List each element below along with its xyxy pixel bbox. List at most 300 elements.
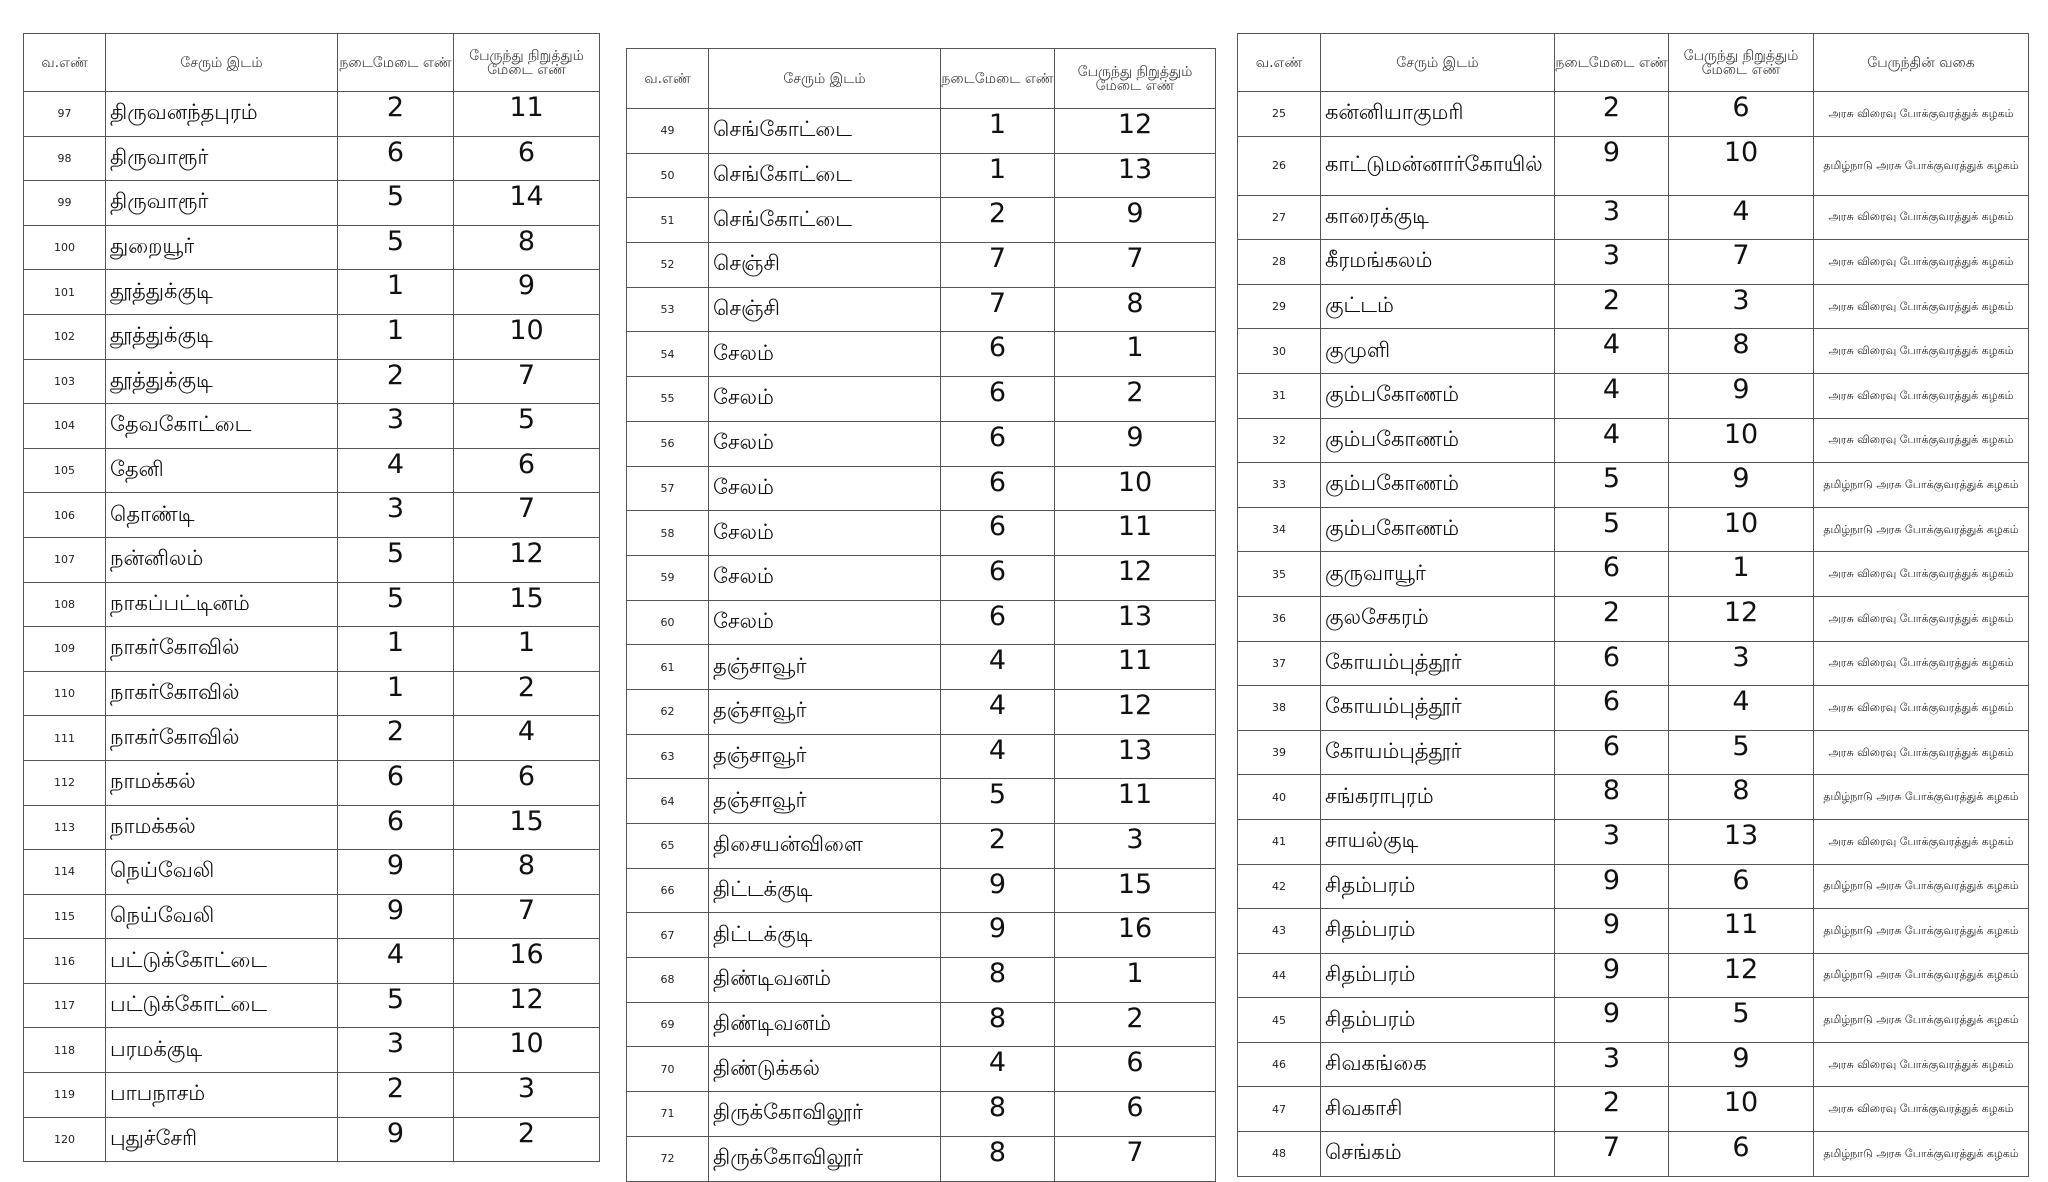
platform-cell: 9 <box>1555 998 1669 1043</box>
destination-cell: சேலம் <box>709 332 941 377</box>
destination-cell: கும்பகோணம் <box>1321 463 1555 508</box>
table-row <box>1238 552 2029 597</box>
platform-cell: 2 <box>941 824 1055 869</box>
platform-cell: 6 <box>941 511 1055 556</box>
destination-cell: சேலம் <box>709 555 941 600</box>
bay-cell: 10 <box>454 314 600 359</box>
bay-cell: 10 <box>454 1028 600 1073</box>
bus-type-cell: அரசு விரைவு போக்குவரத்துக் கழகம் <box>1814 373 2029 418</box>
bus-type-cell: தமிழ்நாடு அரசு போக்குவரத்துக் கழகம் <box>1814 775 2029 820</box>
bay-cell: 7 <box>1055 1136 1216 1181</box>
serial-cell: 42 <box>1238 864 1321 909</box>
destination-cell: தஞ்சாவூர் <box>709 645 941 690</box>
bay-cell: 11 <box>1055 511 1216 556</box>
table-row <box>627 913 1216 958</box>
bay-cell: 12 <box>1669 953 1814 998</box>
destination-cell: செஞ்சி <box>709 287 941 332</box>
bay-cell: 8 <box>454 225 600 270</box>
serial-cell: 56 <box>627 421 709 466</box>
table-row <box>627 824 1216 869</box>
destination-cell: நெய்வேலி <box>106 850 338 895</box>
bay-cell: 2 <box>1055 1002 1216 1047</box>
serial-cell: 108 <box>24 582 106 627</box>
table-row <box>24 92 600 137</box>
bay-cell: 13 <box>1669 819 1814 864</box>
serial-cell: 64 <box>627 779 709 824</box>
bay-cell: 9 <box>1055 198 1216 243</box>
bay-cell: 15 <box>1055 868 1216 913</box>
serial-cell: 50 <box>627 153 709 198</box>
header-destination: சேரும் இடம் <box>709 49 941 109</box>
table-row <box>24 493 600 538</box>
bay-cell: 14 <box>454 181 600 226</box>
destination-cell: குலசேகரம் <box>1321 596 1555 641</box>
bay-cell: 9 <box>1669 373 1814 418</box>
table-body <box>627 109 1216 1182</box>
table-row <box>627 1002 1216 1047</box>
bus-type-cell: அரசு விரைவு போக்குவரத்துக் கழகம் <box>1814 596 2029 641</box>
bay-cell: 13 <box>1055 153 1216 198</box>
platform-cell: 6 <box>1555 641 1669 686</box>
destination-cell: சேலம் <box>709 600 941 645</box>
bay-cell: 10 <box>1669 1087 1814 1132</box>
platform-cell: 3 <box>1555 195 1669 240</box>
destination-cell: திருவாரூர் <box>106 136 338 181</box>
bay-cell: 11 <box>1055 779 1216 824</box>
table-row <box>24 537 600 582</box>
bay-cell: 2 <box>454 1117 600 1162</box>
serial-cell: 110 <box>24 671 106 716</box>
table-row <box>24 805 600 850</box>
bay-cell: 15 <box>454 582 600 627</box>
destination-cell: சிதம்பரம் <box>1321 998 1555 1043</box>
destination-cell: பாபநாசம் <box>106 1073 338 1118</box>
destination-cell: சேலம் <box>709 377 941 422</box>
serial-cell: 57 <box>627 466 709 511</box>
table-row <box>1238 596 2029 641</box>
bus-type-cell: அரசு விரைவு போக்குவரத்துக் கழகம் <box>1814 552 2029 597</box>
serial-cell: 116 <box>24 939 106 984</box>
table-row <box>627 153 1216 198</box>
header-platform: நடைமேடை எண் <box>1555 34 1669 92</box>
serial-cell: 68 <box>627 958 709 1003</box>
platform-cell: 1 <box>941 109 1055 154</box>
platform-cell: 2 <box>338 359 454 404</box>
table-body <box>1238 92 2029 1177</box>
bus-type-cell: தமிழ்நாடு அரசு போக்குவரத்துக் கழகம் <box>1814 463 2029 508</box>
table-row <box>24 716 600 761</box>
serial-cell: 58 <box>627 511 709 556</box>
destination-cell: சேலம் <box>709 511 941 556</box>
table-row <box>1238 864 2029 909</box>
destination-cell: சிதம்பரம் <box>1321 909 1555 954</box>
table-row <box>627 734 1216 779</box>
table-row <box>1238 329 2029 374</box>
bay-cell: 9 <box>1669 1042 1814 1087</box>
table-row <box>1238 136 2029 195</box>
bus-type-cell: தமிழ்நாடு அரசு போக்குவரத்துக் கழகம் <box>1814 998 2029 1043</box>
serial-cell: 52 <box>627 243 709 288</box>
table-row <box>24 1028 600 1073</box>
bay-cell: 9 <box>454 270 600 315</box>
serial-cell: 66 <box>627 868 709 913</box>
header-serial: வ.எண் <box>24 34 106 92</box>
destination-cell: சேலம் <box>709 466 941 511</box>
serial-cell: 43 <box>1238 909 1321 954</box>
table-row <box>24 1117 600 1162</box>
table-row <box>24 270 600 315</box>
bay-cell: 16 <box>454 939 600 984</box>
bay-cell: 9 <box>1055 421 1216 466</box>
serial-cell: 27 <box>1238 195 1321 240</box>
serial-cell: 38 <box>1238 686 1321 731</box>
destination-cell: நாகர்கோவில் <box>106 671 338 716</box>
table-row <box>1238 373 2029 418</box>
header-serial: வ.எண் <box>1238 34 1321 92</box>
platform-cell: 9 <box>1555 909 1669 954</box>
destination-cell: திண்டுக்கல் <box>709 1047 941 1092</box>
platform-cell: 9 <box>1555 953 1669 998</box>
destination-cell: செங்கம் <box>1321 1132 1555 1177</box>
table-row <box>24 1073 600 1118</box>
bay-cell: 11 <box>1669 909 1814 954</box>
platform-cell: 1 <box>338 627 454 672</box>
destination-cell: நாமக்கல் <box>106 760 338 805</box>
bay-cell: 7 <box>454 894 600 939</box>
table-row <box>1238 819 2029 864</box>
serial-cell: 28 <box>1238 240 1321 285</box>
platform-cell: 5 <box>1555 507 1669 552</box>
destination-cell: திட்டக்குடி <box>709 913 941 958</box>
serial-cell: 31 <box>1238 373 1321 418</box>
platform-cell: 8 <box>941 958 1055 1003</box>
serial-cell: 55 <box>627 377 709 422</box>
table-row <box>627 958 1216 1003</box>
table-row <box>24 760 600 805</box>
bay-cell: 2 <box>1055 377 1216 422</box>
bay-cell: 15 <box>454 805 600 850</box>
bay-cell: 3 <box>1669 641 1814 686</box>
bay-cell: 1 <box>454 627 600 672</box>
destination-cell: கோயம்புத்தூர் <box>1321 730 1555 775</box>
destination-cell: தஞ்சாவூர் <box>709 689 941 734</box>
bay-cell: 6 <box>454 760 600 805</box>
serial-cell: 111 <box>24 716 106 761</box>
destination-cell: தஞ்சாவூர் <box>709 734 941 779</box>
destination-cell: செங்கோட்டை <box>709 109 941 154</box>
serial-cell: 29 <box>1238 284 1321 329</box>
platform-cell: 9 <box>338 1117 454 1162</box>
platform-cell: 3 <box>1555 240 1669 285</box>
destination-cell: செங்கோட்டை <box>709 153 941 198</box>
table-row <box>24 582 600 627</box>
header-row <box>24 34 600 92</box>
platform-cell: 9 <box>1555 136 1669 195</box>
bay-cell: 6 <box>1669 92 1814 137</box>
platform-cell: 4 <box>1555 373 1669 418</box>
platform-cell: 2 <box>338 1073 454 1118</box>
header-row <box>627 49 1216 109</box>
table-row <box>627 287 1216 332</box>
serial-cell: 30 <box>1238 329 1321 374</box>
destination-cell: சிவகங்கை <box>1321 1042 1555 1087</box>
platform-cell: 8 <box>941 1092 1055 1137</box>
platform-cell: 5 <box>941 779 1055 824</box>
serial-cell: 37 <box>1238 641 1321 686</box>
destination-cell: சங்கராபுரம் <box>1321 775 1555 820</box>
table-row <box>1238 909 2029 954</box>
table-row <box>24 939 600 984</box>
bay-cell: 10 <box>1669 136 1814 195</box>
destination-cell: நன்னிலம் <box>106 537 338 582</box>
table-row <box>1238 1042 2029 1087</box>
serial-cell: 106 <box>24 493 106 538</box>
header-bay: பேருந்து நிறுத்தும் மேடை எண் <box>1669 34 1814 92</box>
table-row <box>627 109 1216 154</box>
serial-cell: 40 <box>1238 775 1321 820</box>
platform-cell: 1 <box>941 153 1055 198</box>
platform-cell: 6 <box>1555 686 1669 731</box>
serial-cell: 119 <box>24 1073 106 1118</box>
platform-cell: 9 <box>941 913 1055 958</box>
bay-cell: 16 <box>1055 913 1216 958</box>
bay-cell: 12 <box>1055 689 1216 734</box>
destination-cell: திண்டிவனம் <box>709 1002 941 1047</box>
serial-cell: 32 <box>1238 418 1321 463</box>
bay-cell: 2 <box>454 671 600 716</box>
serial-cell: 100 <box>24 225 106 270</box>
table-row <box>24 181 600 226</box>
platform-cell: 6 <box>1555 552 1669 597</box>
serial-cell: 54 <box>627 332 709 377</box>
serial-cell: 114 <box>24 850 106 895</box>
table-row <box>1238 1087 2029 1132</box>
platform-cell: 9 <box>338 850 454 895</box>
table-body <box>24 92 600 1162</box>
bus-type-cell: அரசு விரைவு போக்குவரத்துக் கழகம் <box>1814 686 2029 731</box>
bay-cell: 3 <box>1055 824 1216 869</box>
serial-cell: 61 <box>627 645 709 690</box>
platform-cell: 6 <box>941 555 1055 600</box>
platform-cell: 8 <box>1555 775 1669 820</box>
platform-cell: 6 <box>941 600 1055 645</box>
destination-cell: சாயல்குடி <box>1321 819 1555 864</box>
table-row <box>1238 240 2029 285</box>
serial-cell: 34 <box>1238 507 1321 552</box>
table-row <box>1238 998 2029 1043</box>
destination-cell: குருவாயூர் <box>1321 552 1555 597</box>
destination-cell: சேலம் <box>709 421 941 466</box>
serial-cell: 101 <box>24 270 106 315</box>
destination-cell: கும்பகோணம் <box>1321 373 1555 418</box>
table-row <box>1238 953 2029 998</box>
platform-cell: 7 <box>941 243 1055 288</box>
platform-cell: 9 <box>338 894 454 939</box>
bay-cell: 4 <box>454 716 600 761</box>
platform-cell: 4 <box>338 939 454 984</box>
platform-cell: 5 <box>1555 463 1669 508</box>
serial-cell: 102 <box>24 314 106 359</box>
platform-cell: 5 <box>338 983 454 1028</box>
serial-cell: 35 <box>1238 552 1321 597</box>
bay-cell: 12 <box>1055 109 1216 154</box>
destination-cell: கும்பகோணம் <box>1321 418 1555 463</box>
table-row <box>627 645 1216 690</box>
destination-cell: பட்டுக்கோட்டை <box>106 983 338 1028</box>
serial-cell: 70 <box>627 1047 709 1092</box>
serial-cell: 49 <box>627 109 709 154</box>
bay-cell: 3 <box>1669 284 1814 329</box>
destination-cell: சிதம்பரம் <box>1321 953 1555 998</box>
table-row <box>1238 284 2029 329</box>
destination-cell: புதுச்சேரி <box>106 1117 338 1162</box>
platform-cell: 2 <box>1555 284 1669 329</box>
destination-cell: கோயம்புத்தூர் <box>1321 686 1555 731</box>
platform-cell: 5 <box>338 225 454 270</box>
table-row <box>627 1136 1216 1181</box>
serial-cell: 118 <box>24 1028 106 1073</box>
destination-cell: செஞ்சி <box>709 243 941 288</box>
destination-cell: பரமக்குடி <box>106 1028 338 1073</box>
destination-cell: காரைக்குடி <box>1321 195 1555 240</box>
platform-cell: 3 <box>338 1028 454 1073</box>
serial-cell: 48 <box>1238 1132 1321 1177</box>
bay-cell: 1 <box>1055 958 1216 1003</box>
bus-type-cell: அரசு விரைவு போக்குவரத்துக் கழகம் <box>1814 195 2029 240</box>
bay-cell: 12 <box>1055 555 1216 600</box>
serial-cell: 63 <box>627 734 709 779</box>
destination-cell: காட்டுமன்னார்கோயில் <box>1321 136 1555 195</box>
platform-cell: 6 <box>338 805 454 850</box>
destination-cell: திருக்கோவிலூர் <box>709 1136 941 1181</box>
destination-cell: பட்டுக்கோட்டை <box>106 939 338 984</box>
table-left <box>23 33 600 1162</box>
serial-cell: 104 <box>24 404 106 449</box>
destination-cell: திருவனந்தபுரம் <box>106 92 338 137</box>
serial-cell: 107 <box>24 537 106 582</box>
platform-cell: 4 <box>941 734 1055 779</box>
destination-cell: திருக்கோவிலூர் <box>709 1092 941 1137</box>
platform-cell: 8 <box>941 1136 1055 1181</box>
platform-cell: 4 <box>338 448 454 493</box>
destination-cell: நாகப்பட்டினம் <box>106 582 338 627</box>
bus-type-cell: அரசு விரைவு போக்குவரத்துக் கழகம் <box>1814 1087 2029 1132</box>
platform-cell: 3 <box>338 493 454 538</box>
table-right <box>1237 33 2029 1177</box>
platform-cell: 4 <box>941 1047 1055 1092</box>
table-row <box>627 689 1216 734</box>
table-row <box>627 198 1216 243</box>
bus-type-cell: தமிழ்நாடு அரசு போக்குவரத்துக் கழகம் <box>1814 909 2029 954</box>
destination-cell: செங்கோட்டை <box>709 198 941 243</box>
serial-cell: 41 <box>1238 819 1321 864</box>
platform-cell: 3 <box>1555 1042 1669 1087</box>
bay-cell: 11 <box>1055 645 1216 690</box>
bay-cell: 3 <box>454 1073 600 1118</box>
platform-cell: 2 <box>941 198 1055 243</box>
serial-cell: 26 <box>1238 136 1321 195</box>
destination-cell: சிதம்பரம் <box>1321 864 1555 909</box>
table-row <box>24 983 600 1028</box>
header-bus-type: பேருந்தின் வகை <box>1814 34 2029 92</box>
platform-cell: 8 <box>941 1002 1055 1047</box>
bay-cell: 7 <box>454 493 600 538</box>
bay-cell: 8 <box>1669 775 1814 820</box>
bay-cell: 1 <box>1055 332 1216 377</box>
destination-cell: திசையன்விளை <box>709 824 941 869</box>
table-row <box>1238 641 2029 686</box>
serial-cell: 117 <box>24 983 106 1028</box>
table-row <box>24 894 600 939</box>
table-row <box>1238 195 2029 240</box>
table-row <box>1238 686 2029 731</box>
destination-cell: தஞ்சாவூர் <box>709 779 941 824</box>
serial-cell: 25 <box>1238 92 1321 137</box>
serial-cell: 112 <box>24 760 106 805</box>
table-row <box>24 404 600 449</box>
platform-cell: 6 <box>941 332 1055 377</box>
table-row <box>627 511 1216 556</box>
platform-cell: 3 <box>338 404 454 449</box>
serial-cell: 65 <box>627 824 709 869</box>
destination-cell: நெய்வேலி <box>106 894 338 939</box>
header-destination: சேரும் இடம் <box>106 34 338 92</box>
destination-cell: குட்டம் <box>1321 284 1555 329</box>
serial-cell: 99 <box>24 181 106 226</box>
header-serial: வ.எண் <box>627 49 709 109</box>
platform-cell: 6 <box>941 421 1055 466</box>
platform-cell: 6 <box>1555 730 1669 775</box>
bus-type-cell: அரசு விரைவு போக்குவரத்துக் கழகம் <box>1814 92 2029 137</box>
table-row <box>1238 92 2029 137</box>
platform-cell: 1 <box>338 671 454 716</box>
destination-cell: தூத்துக்குடி <box>106 359 338 404</box>
platform-cell: 2 <box>338 716 454 761</box>
platform-cell: 7 <box>941 287 1055 332</box>
table-row <box>24 225 600 270</box>
destination-cell: தேனி <box>106 448 338 493</box>
bay-cell: 10 <box>1669 418 1814 463</box>
destination-cell: சிவகாசி <box>1321 1087 1555 1132</box>
bay-cell: 5 <box>1669 998 1814 1043</box>
serial-cell: 33 <box>1238 463 1321 508</box>
bay-cell: 9 <box>1669 463 1814 508</box>
bus-type-cell: அரசு விரைவு போக்குவரத்துக் கழகம் <box>1814 418 2029 463</box>
serial-cell: 105 <box>24 448 106 493</box>
destination-cell: நாகர்கோவில் <box>106 627 338 672</box>
table-row <box>627 377 1216 422</box>
serial-cell: 62 <box>627 689 709 734</box>
serial-cell: 47 <box>1238 1087 1321 1132</box>
platform-cell: 5 <box>338 582 454 627</box>
platform-cell: 6 <box>941 377 1055 422</box>
table-row <box>627 243 1216 288</box>
header-destination: சேரும் இடம் <box>1321 34 1555 92</box>
bay-cell: 7 <box>454 359 600 404</box>
serial-cell: 72 <box>627 1136 709 1181</box>
bay-cell: 13 <box>1055 600 1216 645</box>
platform-cell: 5 <box>338 537 454 582</box>
bay-cell: 12 <box>454 983 600 1028</box>
serial-cell: 46 <box>1238 1042 1321 1087</box>
table-row <box>24 136 600 181</box>
table-middle <box>626 48 1216 1182</box>
platform-cell: 6 <box>338 136 454 181</box>
bay-cell: 8 <box>454 850 600 895</box>
bay-cell: 8 <box>1055 287 1216 332</box>
destination-cell: கும்பகோணம் <box>1321 507 1555 552</box>
destination-cell: தேவகோட்டை <box>106 404 338 449</box>
